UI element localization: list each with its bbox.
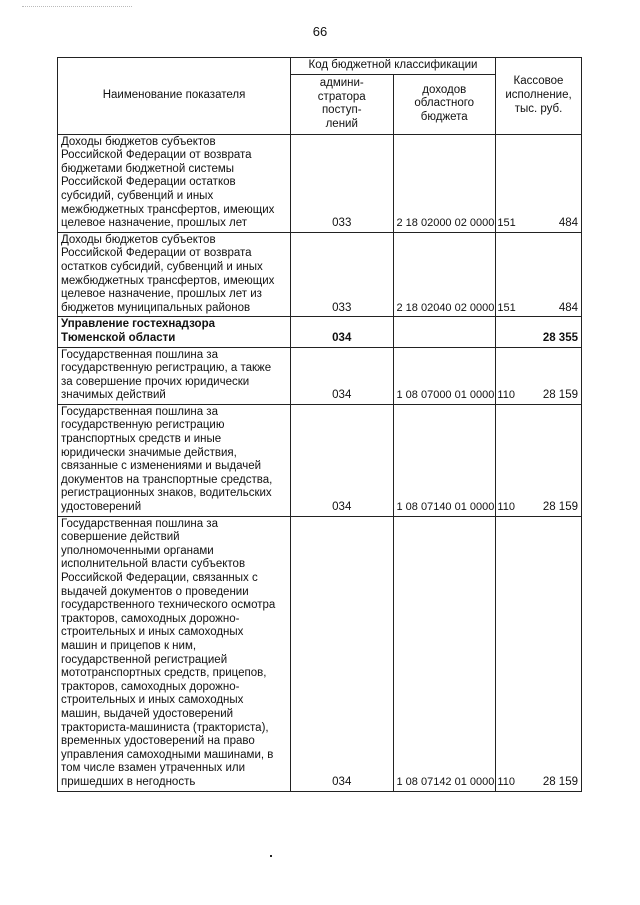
row-admin-code: 033 [332,301,352,314]
row-admin-cell [291,347,394,404]
row-code-cell [393,404,515,516]
row-admin-code: 034 [332,775,352,788]
row-code-cell [393,232,516,317]
header-admin-column [291,74,394,134]
row-name: Управление гостехнадзора Тюменской области [61,318,215,344]
row-income-code: 1 08 07140 01 0000 110 [396,501,515,514]
table-row [58,404,582,516]
row-amount: 484 [558,301,578,314]
row-income-code: 1 08 07142 01 0000 110 [396,775,515,788]
page-number: 66 [312,24,328,39]
row-amount: 484 [558,217,578,230]
row-income-code: 1 08 07000 01 0000 110 [396,389,515,402]
table-row [58,317,582,347]
header-income-label: доходов областного бюджета [414,83,475,123]
row-amount: 28 159 [542,501,578,514]
table-row [58,347,582,404]
row-amount: 28 159 [542,775,578,788]
row-income-code: 2 18 02000 02 0000 151 [396,217,516,230]
row-amount: 28 159 [542,389,578,402]
header-admin-label: админи- стратора поступ- лений [317,76,366,130]
row-name-cell [58,317,291,347]
row-code-cell [393,317,496,347]
header-amount-column [496,58,582,135]
row-name-cell [58,134,291,232]
row-income-code: 2 18 02040 02 0000 151 [396,301,516,314]
row-name: Государственная пошлина за государственную регистрацию транспортных средств и иные юридически значимые действия, связанные с изменениями и выдачей документов на транспортные средства, регистрационных знаков, водительских удостоверений [61,405,273,514]
row-admin-code: 034 [332,331,352,344]
table-row [58,134,582,232]
header-group-label: Код бюджетной классификации [308,59,478,71]
row-admin-cell [291,232,394,317]
header-classification-group [291,58,496,75]
row-admin-cell [291,134,394,232]
table-row [58,516,582,791]
row-name: Доходы бюджетов субъектов Российской Федерации от возврата остатков субсидий, субвенций и иных межбюджетных трансфертов, имеющих целевое назначение, прошлых лет из бюджетов муниципальных районов [61,233,275,314]
row-amount-cell [496,516,582,791]
row-name: Государственная пошлина за государственную регистрацию, а также за совершение прочих юридически значимых действий [61,348,272,402]
scan-artifact [22,0,132,7]
row-admin-code: 033 [332,217,352,230]
row-code-cell [393,516,515,791]
scan-dot [270,855,272,857]
header-name-column [58,58,291,135]
row-name-cell [58,232,291,317]
row-name: Государственная пошлина за совершение действий уполномоченными органами исполнительной власти субъектов Российской Федерации, связанных с выдачей документов о проведении государственного технического осмотра тракторов, самоходных дорожно- строительных и иных самоходных машин и прицепов к ним, государственной регистрацией мототранспортных средств, прицепов, тракторов, самоходных дорожно- строительных и иных самоходных машин, выдачей удостоверений тракториста-машиниста (тракториста), временных удостоверений на право управления самоходными машинами, в том числе взамен утраченных или пришедших в негодность [61,517,276,788]
row-name-cell [58,404,291,516]
header-income-column [393,74,496,134]
row-admin-code: 034 [332,501,352,514]
row-admin-code: 034 [332,389,352,402]
row-admin-cell [291,404,394,516]
row-name: Доходы бюджетов субъектов Российской Федерации от возврата бюджетами бюджетной системы Российской Федерации остатков субсидий, субвенций и иных межбюджетных трансфертов, имеющих целевое назначение, прошлых лет [61,135,275,230]
row-amount: 28 355 [542,331,578,344]
row-amount-cell [496,317,582,347]
row-admin-cell [291,516,394,791]
row-admin-cell [291,317,394,347]
budget-table [57,57,582,792]
table-row [58,232,582,317]
header-amount-label: Кассовое исполнение, тыс. руб. [505,75,572,115]
header-name-label: Наименование показателя [102,89,246,101]
row-name-cell [58,516,291,791]
row-code-cell [393,134,516,232]
row-code-cell [393,347,515,404]
row-name-cell [58,347,291,404]
row-amount-cell [496,404,582,516]
